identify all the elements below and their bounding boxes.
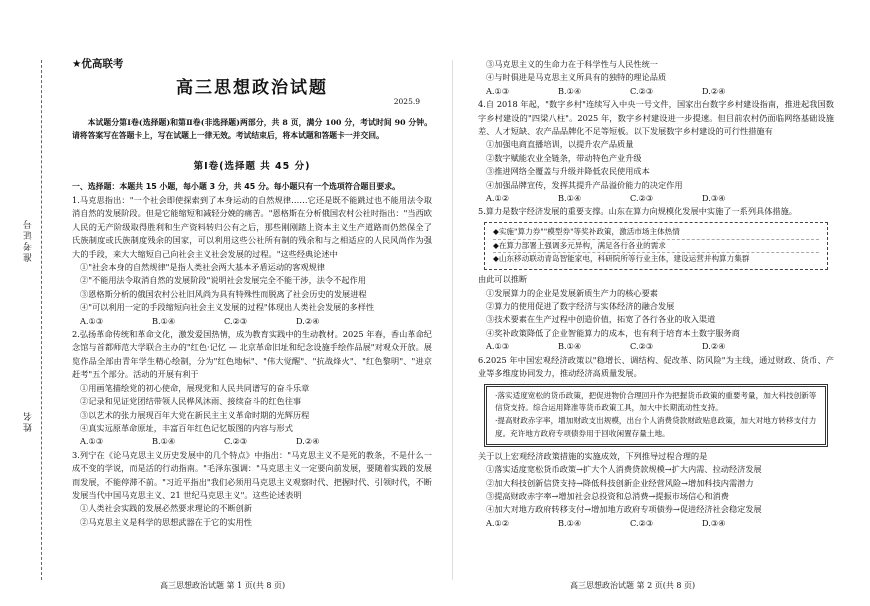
- choice-a: A.①③: [486, 85, 510, 96]
- choice-d: D.③④: [702, 517, 726, 528]
- statement-option: ④加强品牌宣传，发挥其提升产品溢价能力的决定作用: [486, 179, 683, 190]
- answer-choices: [72, 315, 432, 328]
- statement-option: ①发展算力的企业是发展新质生产力的核心要素: [486, 287, 658, 298]
- statement-option: ①落实适度宽松货币政策→扩大个人消费贷款规模→扩大内需、拉动经济发展: [486, 464, 762, 475]
- choice-a: A.①②: [486, 193, 510, 204]
- name-label: 姓名: [24, 410, 34, 432]
- choice-b: B.①④: [558, 517, 582, 528]
- question-stem: 6.2025 年中国宏观经济政策以"稳增长、调结构、促改革、防风险"为主线，通过财政、货币、产业等多维度协同发力，推动经济高质量发展。: [478, 354, 834, 379]
- statement-option: ①加强电商直播培训，以提升农产品质量: [486, 139, 634, 150]
- answer-choices: [478, 340, 834, 353]
- page-2: [478, 58, 834, 530]
- choice-b: B.①④: [558, 341, 582, 352]
- material-line: ◆山东移动联动青岛智能家电，科研院所等行业主体，建设运营并构算力集群: [493, 254, 750, 264]
- choice-c: C.②③: [224, 436, 248, 447]
- material-line: ◆实施"算力券""模型券"等奖补政策，激活市场主体热情: [493, 226, 680, 236]
- statement-option: ②数字赋能农业全链条，带动特色产业升级: [486, 152, 642, 163]
- statement-option: ②算力的使用促进了数字经济与实体经济的融合发展: [486, 301, 675, 312]
- choice-c: C.②③: [630, 193, 654, 204]
- exam-instructions: 本试题分第Ⅰ卷(选择题)和第Ⅱ卷(非选择题)两部分，共 8 页，满分 100 分，考试时间 90 分钟。请将答案写在答题卡上，写在试题上一律无效。考试结束后，将本试题和答题卡一并交回。: [72, 118, 432, 140]
- choice-b: B.①④: [152, 315, 176, 326]
- choice-c: C.②③: [630, 85, 654, 96]
- choice-d: D.②④: [702, 85, 726, 96]
- question-lead: 关于以上宏观经济政策措施的实施成效，下列推导过程合理的是: [478, 450, 708, 461]
- material-box: [484, 222, 828, 270]
- question-stem: 2.弘扬革命传统和革命文化，激发爱国热情，成为教育实践中的生动教材。2025 年春，香山革命纪念馆与首都师范大学联合主办的"红色·记忆 — 北京革命旧址和纪念设施手绘作品展"对观众开放。展览作品全部由青年学生精心绘制，分为"红色地标"、"伟大觉醒"、"抗战烽火"、"红色黎明"、"进京赶考"五个部分。活动的开展有利于: [72, 329, 432, 380]
- statement-option: ④与时俱进是马克思主义所具有的独特的理论品质: [486, 72, 667, 83]
- statement-option: ②加大科技创新信贷支持→降低科技创新企业经营风险→增加科技内需潜力: [486, 477, 754, 488]
- statement-option: ①"社会本身的自然规律"是指人类社会两大基本矛盾运动的客观规律: [80, 262, 325, 273]
- question-lead: 由此可以推断: [478, 274, 528, 285]
- statement-option: ④"可以利用一定的手段缩短向社会主义发展的过程"体现出人类社会发展的多样性: [80, 302, 375, 313]
- statement-option: ②"不能用法令取消自然的发展阶段"说明社会发展完全不能干涉，法令不起作用: [80, 275, 366, 286]
- choice-b: B.①④: [558, 193, 582, 204]
- question-stem: 4.自 2018 年起，"数字乡村"连续写入中央一号文件，国家出台数字乡村建设指南，推进起我国数字乡村建设的"四梁八柱"。2025 年，数字乡村建设进一步提速。但目前农村仍面临网络基础设施差、人才短缺、农产品品牌化不足等短板。以下发展数字乡村建设的可行性措施有: [478, 99, 834, 137]
- choice-b: B.①④: [558, 85, 582, 96]
- statement-option: ②马克思主义是科学的思想武器在于它的实用性: [80, 516, 252, 527]
- material-line: ·提高财政赤字率，增加财政支出规模，出台个人消费贷款财政贴息政策，加大对地方转移支付力度。充许地方政府专项债券用于回收闲置存量土地。: [495, 416, 817, 438]
- statement-option: ③技术要素在生产过程中创造价值，拓宽了各行各业的收入渠道: [486, 314, 716, 325]
- question-6: [478, 354, 834, 530]
- statement-option: ③以艺术的张力展现百年大党在新民主主义革命时期的光辉历程: [80, 409, 310, 420]
- choice-c: C.②③: [630, 517, 654, 528]
- material-box: [484, 384, 828, 447]
- exam-date: 2025.9: [393, 97, 420, 106]
- material-line: ·落实适度宽松的货币政策，把促进物价合理回升作为把握货币政策的重要考量，加大科技创新等信贷支持。综合运用降准等货币政策工具，加大中长期流动性支持。: [495, 390, 817, 413]
- choice-d: D.②④: [296, 315, 320, 326]
- statement-option: ③推进网络全覆盖与升级并降低农民使用成本: [486, 166, 650, 177]
- question-4: [478, 98, 834, 205]
- page-1-questions: [72, 194, 432, 529]
- statement-option: ①用画笔描绘党的初心使命，展现党和人民共同谱写的奋斗乐章: [80, 382, 310, 393]
- material-line: ◆在算力部署上强调多元异构，满足各行各业的需求: [493, 240, 666, 250]
- answer-choices: [478, 517, 834, 530]
- part-1-title: 第Ⅰ卷(选择题 共 45 分): [193, 161, 311, 172]
- exam-union-label: ★优高联考: [72, 58, 124, 70]
- question-3: [72, 449, 432, 529]
- statement-option: ③恩格斯分析的俄国农村公社旧风尚为具有特殊性而脱离了社会历史的发展进程: [80, 288, 367, 299]
- answer-choices: [72, 435, 432, 448]
- choice-c: C.②③: [630, 341, 654, 352]
- statement-option: ③马克思主义的生命力在于科学性与人民性统一: [486, 59, 658, 69]
- statement-option: ④真实远原革命原址，丰富百年红色记忆版图的内容与形式: [80, 422, 293, 433]
- choice-a: A.①③: [80, 315, 104, 326]
- question-5: [478, 205, 834, 353]
- question-1: [72, 194, 432, 328]
- exam-number-label: 准考证号: [24, 218, 34, 262]
- choice-d: D.②④: [296, 436, 320, 447]
- choice-a: A.①③: [80, 436, 104, 447]
- choice-d: D.②④: [702, 341, 726, 352]
- answer-choices: [478, 85, 834, 98]
- binding-dashed-line: [41, 60, 42, 580]
- statement-option: ④加大对地方政府转移支付→增加地方政府专项债券→促进经济社会稳定发展: [486, 504, 762, 515]
- page-1-footer: 高三思想政治试题 第 1 页(共 8 页): [160, 581, 286, 590]
- binding-margin: [14, 60, 56, 580]
- page-2-footer: 高三思想政治试题 第 2 页(共 8 页): [570, 581, 696, 590]
- statement-option: ①人类社会实践的发展必然要求理论的不断创新: [80, 503, 252, 514]
- question-stem: 3.列宁在《论马克思主义历史发展中的几个特点》中指出："马克思主义不是死的教条，不是什么一成不变的学说，而是活的行动指南。"毛泽东强调："马克思主义一定要向前发展，要随着实践的发展而发展，不能停滞不前。"习近平指出"我们必须用马克思主义观察时代、把握时代、引领时代，不断发展当代中国马克思主义、21 世纪马克思主义"。这些论述表明: [72, 449, 432, 500]
- choice-a: A.①②: [486, 517, 510, 528]
- choice-a: A.①③: [486, 341, 510, 352]
- statement-option: ④奖补政策降低了企业智能算力的成本，也有利于培育本土数字服务商: [486, 327, 740, 338]
- choice-d: D.③④: [702, 193, 726, 204]
- choice-c: C.②③: [224, 315, 248, 326]
- statement-option: ③提高财政赤字率→增加社会总投资和总消费→提振市场信心和消费: [486, 490, 729, 501]
- question-stem: 1.马克思指出："一个社会即使探索到了本身运动的自然规律……它还是既不能跳过也不能用法令取消自然的发展阶段。但是它能缩短和减轻分娩的痛苦。"恩格斯在分析俄国农村公社时指出："当西欧人民的无产阶级取得胜利和生产资料转归公有之后，那些刚刚踏上资本主义生产道路而仍然保全了氏族制度或氏族制度残余的国家，可以利用这些公社所有制的残余和与之相适应的人民风尚作为强大的手段，来大大缩短自己向社会主义社会发展的过程。"这些经典论述中: [72, 195, 432, 259]
- question-stem: 5.算力是数字经济发展的重要支撑。山东在算力向规模化发展中实施了一系列具体措施。: [478, 206, 797, 217]
- exam-title: 高三思想政治试题: [176, 78, 328, 98]
- section-heading: 一、选择题：本题共 15 小题，每小题 3 分，共 45 分。每小题只有一个选项符合题目要求。: [72, 182, 400, 191]
- question-2: [72, 328, 432, 449]
- statement-option: ②记录和见证党团结带领人民桦风沐雨、接续奋斗的红色往事: [80, 396, 302, 407]
- choice-b: B.①④: [152, 436, 176, 447]
- answer-choices: [478, 192, 834, 205]
- page-separator: [452, 60, 453, 580]
